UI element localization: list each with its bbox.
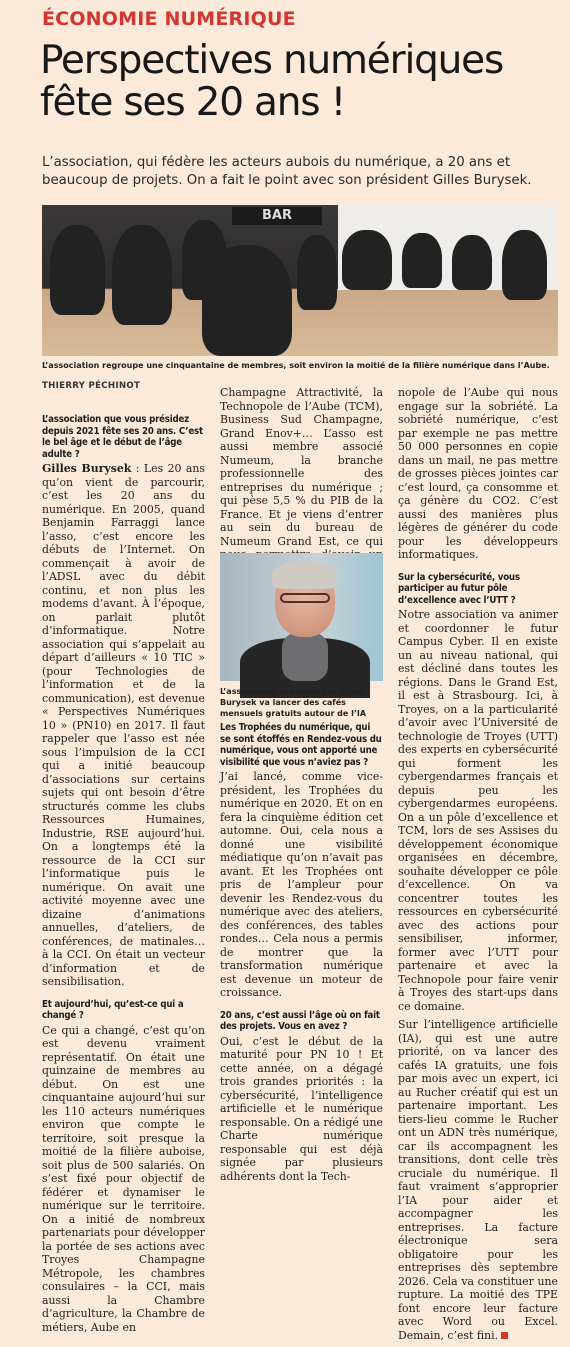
- answer: J’ai lancé, comme vice-président, les Trophées du numérique en 2020. Et on en fera la cinquième édition cet automne. Oui, cela nous a donné une visibilité médiatique qu’on n’avait pas avant. Et les Trophées ont pris de l’ampleur pour devenir les Rendez-vous du numérique avec des ateliers, des conférences, des tables rondes… Cela nous a permis de montrer que la transformation numérique est devenue un moteur de croissance.: [220, 770, 383, 999]
- photo-caption: L’association regroupe une cinquantaine de membres, soit environ la moitié de la filière numérique dans l’Aube.: [42, 361, 550, 370]
- column-1: [42, 404, 205, 1339]
- answer: Ce qui a changé, c’est qu’on est devenu vraiment représentatif. On était une quinzaine de membres au début. On est une cinquantaine aujourd’hui sur les 110 acteurs numériques environ que compte le territoire, soit presque la moitié de la filière auboise, soit plus de 500 salariés. On s’est fixé pour objectif de fédérer et dynamiser le numérique sur le territoire. On a initié de nombreux partenariats pour développer la portée de ses actions avec Troyes Champagne Métropole, les chambres consulaires – la CCI, mais aussi la Chambre d’agriculture, la Chambre de métiers, Aube en: [42, 1023, 205, 1334]
- group-photo: [42, 205, 558, 356]
- question: Sur la cybersécurité, vous participer au futur pôle d’excellence avec l’UTT ?: [398, 571, 520, 606]
- question: L’association que vous présidez depuis 2021 fête ses 20 ans. C’est le bel âge et le début de l’âge adulte ?: [42, 414, 203, 460]
- portrait-photo: [220, 553, 383, 681]
- speaker-name: Gilles Burysek: [42, 462, 132, 475]
- section-rubric: ÉCONOMIE NUMÉRIQUE: [42, 8, 296, 30]
- column-3: [398, 386, 558, 1347]
- article-standfirst: L’association, qui fédère les acteurs aubois du numérique, a 20 ans et beaucoup de projets. On a fait le point avec son président Gilles Burysek.: [42, 155, 532, 188]
- question: Et aujourd’hui, qu’est-ce qui a changé ?: [42, 998, 184, 1021]
- byline: THIERRY PÉCHINOT: [42, 381, 141, 391]
- answer: Champagne Attractivité, la Technopole de l’Aube (TCM), Business Sud Champagne, Grand Enov+… L’asso est aussi membre associé Numeum, la branche professionnelle des entreprises du numérique ; qui pèse 5,5 % du PIB de la France. Et je viens d’entrer au sein du bureau de Numeum Grand Est, ce qui: [220, 386, 383, 548]
- answer: nopole de l’Aube qui nous engage sur la sobriété. La sobriété numérique, c’est par exemple ne pas mettre 50 000 personnes en copie dans un mail, ne pas mettre de grosses pièces jointes car c’est lourd, ça consomme et ça génère du CO2. C’est aussi des manières plus légères de générer du code pour les développeurs informatiques.: [398, 386, 558, 561]
- question: Les Trophées du numérique, qui se sont étoffés en Rendez-vous du numérique, vous ont apporté une visibilité que vous n’aviez pas ?: [220, 722, 382, 768]
- bar-sign: BAR: [232, 207, 322, 225]
- portrait-caption: L’association présidée par Gilles Burysek va lancer des cafés mensuels gratuits autour de l’IA: [220, 687, 367, 718]
- column-2-continued: [220, 722, 383, 1188]
- answer: Sur l’intelligence artificielle (IA), qui est une autre priorité, on va lancer des cafés IA gratuits, une fois par mois avec un expert, ici au Rucher créatif qui est un partenaire important. Les tiers-lieu comme le Rucher ont un ADN très numérique, car ils accompagnent les transitions, dont celle très cruciale du numérique. Il faut vraiment s’approprier l’IA pour aider et accompagner les entreprises. La facture électronique sera obligatoire pour les entreprises dès septembre 2026. Cela va constituer une rupture. La moitié des TPE font encore leur facture avec Word ou Excel. Demain, c’est fini.: [398, 1018, 558, 1342]
- end-mark: [501, 1332, 508, 1339]
- answer: Oui, c’est le début de la maturité pour PN 10 ! Et cette année, on a dégagé trois grandes priorités : la cybersécurité, l’intelligence artificielle et le numérique responsable. On a rédigé une Charte numérique responsable qui est déjà signée par plusieurs adhérents dont la Tech-: [220, 1034, 383, 1183]
- answer: Notre association va animer et coordonner le futur Campus Cyber. Il en existe un au niveau national, qui est décliné dans toutes les régions. Dans le Grand Est, il est à Strasbourg. Ici, à Troyes, on a la particularité d’avoir avec l’Université de technologie de Troyes (UTT) des experts en cybersécurité qui forment les cybergendarmes français et depuis peu les cybergendarmes européens. On a un pôle d’excellence et TCM, lors de ses Assises du développement économique organisées en décembre, souhaite développer ce pôle d’excellence. On va concentrer toutes les ressources en cybersécurité avec des actions pour sensibiliser, informer, former avec l’UTT pour partenaire et avec la Technopole pour faire venir à Troyes des start-ups dans ce domaine.: [398, 608, 558, 1013]
- question: 20 ans, c’est aussi l’âge où on fait des projets. Vous en avez ?: [220, 1009, 380, 1032]
- article-headline: Perspectives numériques fête ses 20 ans !: [40, 38, 504, 125]
- answer: Gilles Burysek : Les 20 ans qu’on vient de parcourir, c’est les 20 ans du numérique. En 2005, quand Benjamin Farraggi lance l’asso, c’est encore les débuts de l’Internet. On commençait à avoir de l’ADSL avec du débit continu, et non plus les modems d’avant. À l’époque, on parlait plutôt d’informatique. Notre association qui s’appelait au départ d’ailleurs « 10 TIC » (pour Technologies de l’information et de la communication), est devenue « Perspectives Numériques 10 » (PN10) en 2017. Il faut rappeler que l’asso est née sous l’impulsion de la CCI qui a initié beaucoup d’associations sur certains sujets qui ont besoin d’être structurés comme les clubs Ressources Humaines, Industrie, RSE aujourd’hui. On a longtemps été la ressource de la CCI sur l’informatique puis le numérique. On avait une activité moyenne avec une dizaine d’animations annuelles, d’ateliers, de conférences, de matinales… à la CCI. On était un vecteur d’information et de sensibilisation.: [42, 462, 205, 988]
